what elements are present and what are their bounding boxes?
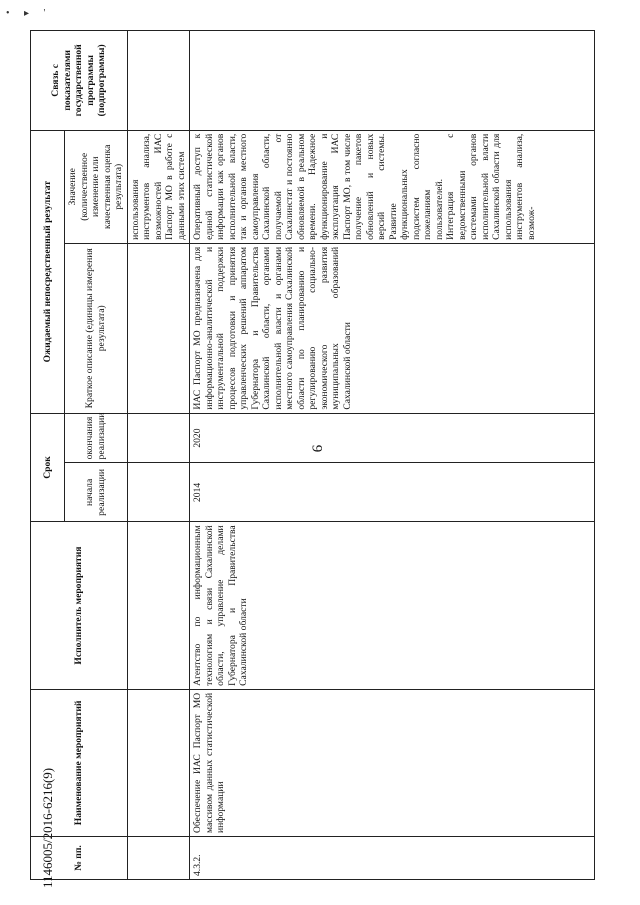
- cell-end: 2020: [190, 413, 595, 463]
- header-result: Ожидаемый непосредственный результат: [31, 130, 65, 413]
- cell-executor: Агентство по информационным технологиям и связи Сахалинской области, управление делами Губернатора и Правительства Сахалинской области: [190, 522, 595, 690]
- header-executor: Исполнитель мероприятия: [31, 522, 128, 690]
- cell-value: Оперативный доступ к единой статистической информации как органов исполнительной власти, так и органов местного самоуправления Сахалинской области, получаемой от Сахалинстат и постоянно обновляемой в реальном времени. Надежное функционирование и эксплуатация ИАС Паспорт МО, в том числе получение пакетов обновлений и новых версий системы. Развитие функциональных подсистем согласно пожеланиям пользователей. Интеграция с ведомственными системами органов исполнительной власти Сахалинской области для использования инструментов анализа, возмож-: [190, 130, 595, 243]
- header-row: [31, 31, 65, 880]
- cell-desc: [127, 243, 190, 413]
- table-row-4-3-2: [190, 31, 595, 880]
- document-id: 1146005/2016-6216(9): [40, 767, 55, 888]
- cell-num: [127, 837, 190, 880]
- header-num: № пп.: [31, 837, 128, 880]
- header-link: Связь с показателями государственной программы (подпрограммы): [31, 31, 128, 131]
- cell-start: [127, 463, 190, 522]
- header-name: Наименование мероприятий: [31, 689, 128, 836]
- header-term-end: окончания реализации: [65, 413, 128, 463]
- table-row-continuation: [127, 31, 190, 880]
- cell-executor: [127, 522, 190, 690]
- scan-artifact-marks: • ▸ ': [6, 8, 52, 19]
- header-result-desc: Краткое описание (единицы измерения результата): [65, 243, 128, 413]
- header-result-value: Значение (количественное изменение или качественная оценка результата): [65, 130, 128, 243]
- cell-end: [127, 413, 190, 463]
- cell-num: 4.3.2.: [190, 837, 595, 880]
- cell-name: [127, 689, 190, 836]
- program-activities-table: [30, 30, 595, 880]
- cell-start: 2014: [190, 463, 595, 522]
- header-term-start: начала реализации: [65, 463, 128, 522]
- cell-link: [190, 31, 595, 131]
- cell-link: [127, 31, 190, 131]
- page-number: 9: [308, 444, 325, 453]
- header-term: Срок: [31, 413, 65, 522]
- cell-name: Обеспечение ИАС Паспорт МО массивом данных статистической информации: [190, 689, 595, 836]
- cell-desc: ИАС Паспорт МО предназначена для информационно-аналитической и инструментальной поддержки процессов подготовки и принятия управленческих решений аппаратом Губернатора и Правительства Сахалинской области, органами исполнительной власти и органами местного самоуправления Сахалинской области по планированию и регулированию социально-экономического развития муниципальных образований Сахалинской области: [190, 243, 595, 413]
- cell-value: использования инструментов анализа, возможностей ИАС Паспорт МО в работе с данными этих систем: [127, 130, 190, 243]
